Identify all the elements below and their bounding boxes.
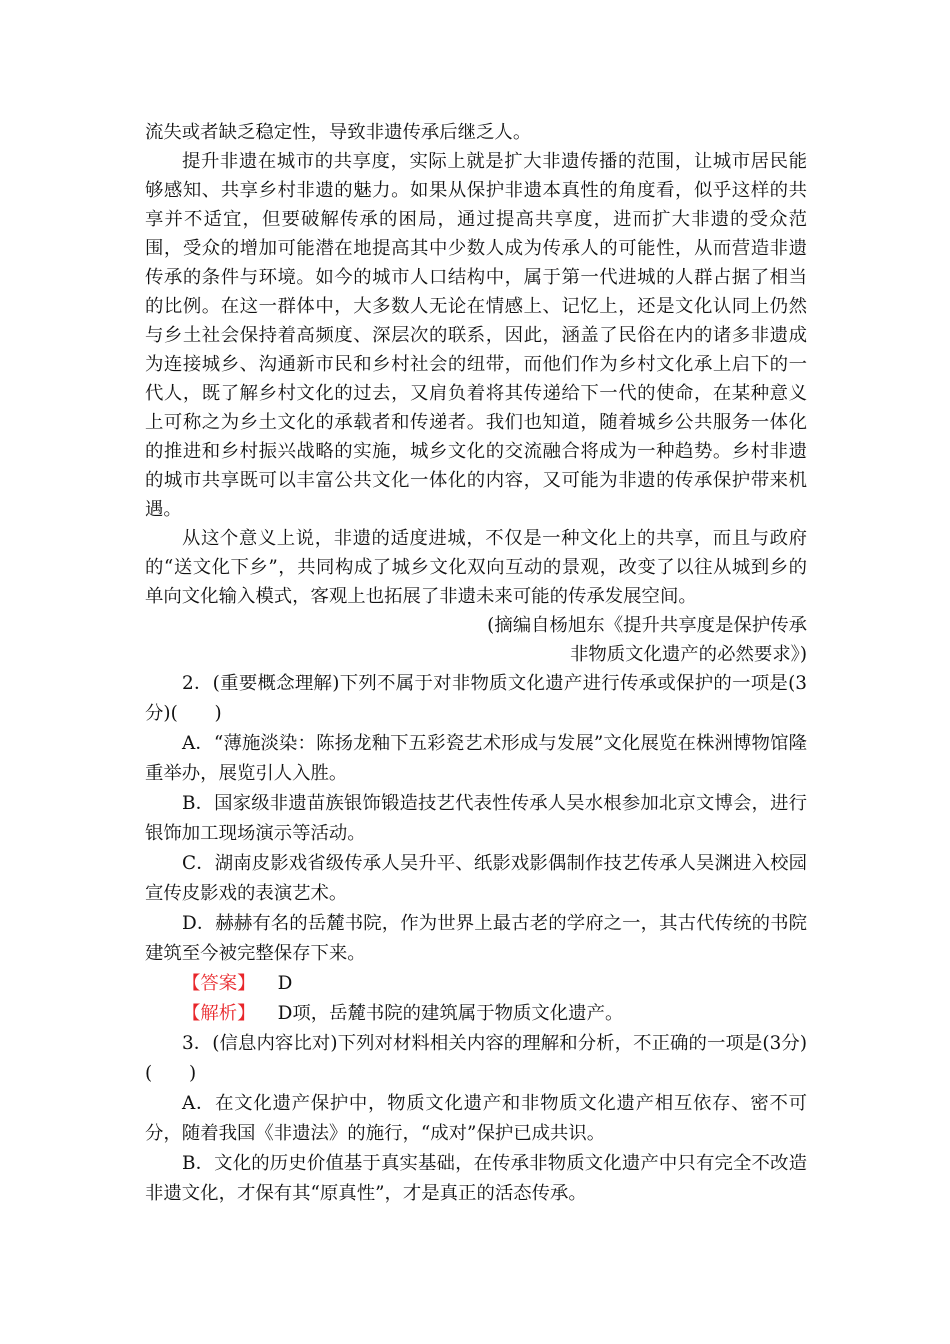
passage-paragraph-0: 流失或者缺乏稳定性，导致非遗传承后继乏人。: [145, 122, 532, 143]
question-2-option-c: C．湖南皮影戏省级传承人吴升平、纸影戏影偶制作技艺传承人吴渊进入校园宣传皮影戏的表演艺术。: [145, 853, 807, 904]
source-citation-line-1: (摘编自杨旭东《提升共享度是保护传承: [487, 615, 807, 636]
question-2-option-b: B．国家级非遗苗族银饰锻造技艺代表性传承人吴水根参加北京文博会，进行银饰加工现场演示等活动。: [145, 793, 807, 844]
question-3-option-b: B．文化的历史价值基于真实基础，在传承非物质文化遗产中只有完全不改造非遗文化，才保有其“原真性”，才是真正的活态传承。: [145, 1153, 807, 1204]
question-3-option-a: A．在文化遗产保护中，物质文化遗产和非物质文化遗产相互依存、密不可分，随着我国《非遗法》的施行，“成对”保护已成共识。: [145, 1093, 807, 1144]
analysis-text: D项，岳麓书院的建筑属于物质文化遗产。: [277, 1003, 624, 1024]
source-citation-line-2: 非物质文化遗产的必然要求》): [569, 644, 807, 665]
passage-paragraph-1: 提升非遗在城市的共享度，实际上就是扩大非遗传播的范围，让城市居民能够感知、共享乡村非遗的魅力。如果从保护非遗本真性的角度看，似乎这样的共享并不适宜，但要破解传承的困局，通过提高共享度，进而扩大非遗的受众范围，受众的增加可能潜在地提高其中少数人成为传承人的可能性，从而营造非遗传承的条件与环境。如今的城市人口结构中，属于第一代进城的人群占据了相当的比例。在这一群体中，大多数人无论在情感上、记忆上，还是文化认同上仍然与乡土社会保持着高频度、深层次的联系，因此，涵盖了民俗在内的诸多非遗成为连接城乡、沟通新市民和乡村社会的纽带，而他们作为乡村文化承上启下的一代人，既了解乡村文化的过去，又肩负着将其传递给下一代的使命，在某种意义上可称之为乡土文化的承载者和传递者。我们也知道，随着城乡公共服务一体化的推进和乡村振兴战略的实施，城乡文化的交流融合将成为一种趋势。乡村非遗的城市共享既可以丰富公共文化一体化的内容，又可能为非遗的传承保护带来机遇。: [145, 151, 807, 520]
question-2-answer: [145, 969, 807, 999]
answer-tag: 【答案】: [182, 973, 256, 994]
document-page: [145, 118, 807, 1209]
question-2-option-d: D．赫赫有名的岳麓书院，作为世界上最古老的学府之一，其古代传统的书院建筑至今被完整保存下来。: [145, 913, 807, 964]
question-2-analysis: [145, 999, 807, 1029]
question-2-option-a: A．“薄施淡染：陈扬龙釉下五彩瓷艺术形成与发展”文化展览在株洲博物馆隆重举办，展览引人入胜。: [145, 733, 807, 784]
question-3-stem: 3．(信息内容比对)下列对材料相关内容的理解和分析，不正确的一项是(3分)( ): [145, 1033, 807, 1084]
answer-value: D: [277, 973, 293, 994]
passage-paragraph-2: 从这个意义上说，非遗的适度进城，不仅是一种文化上的共享，而且与政府的“送文化下乡”，共同构成了城乡文化双向互动的景观，改变了以往从城到乡的单向文化输入模式，客观上也拓展了非遗未来可能的传承发展空间。: [145, 528, 807, 607]
analysis-tag: 【解析】: [182, 1003, 256, 1024]
question-2-stem: 2．(重要概念理解)下列不属于对非物质文化遗产进行传承或保护的一项是(3分)( ): [145, 673, 807, 724]
